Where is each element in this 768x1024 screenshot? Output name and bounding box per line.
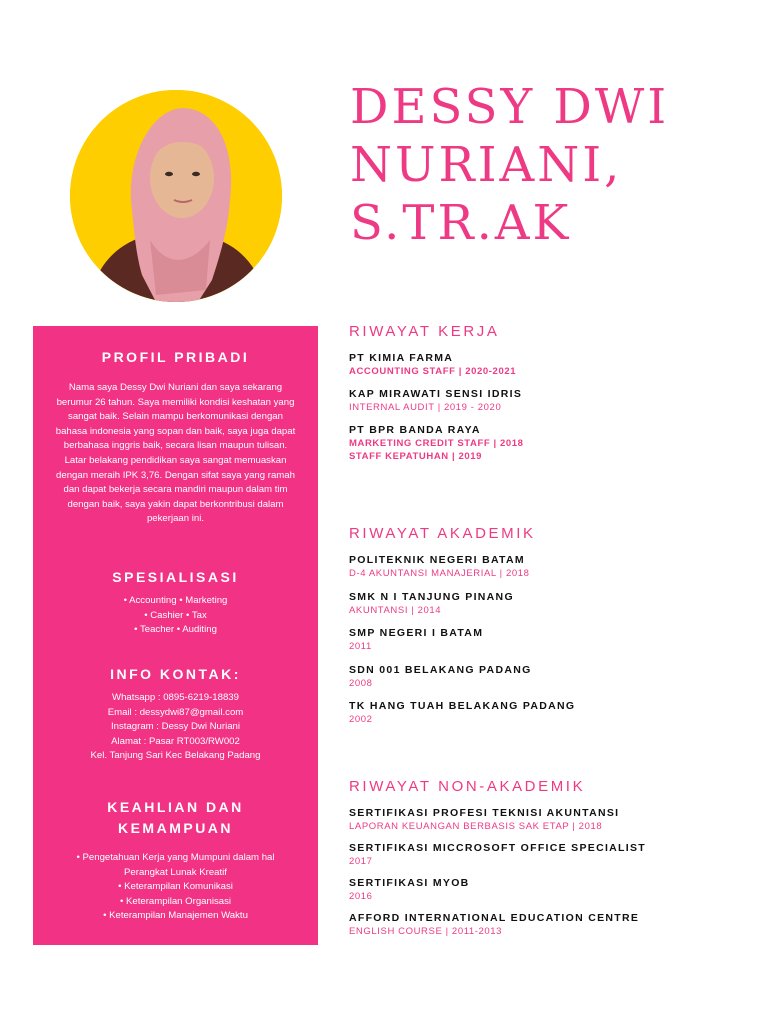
school-detail: D-4 AKUNTANSI MANAJERIAL | 2018 xyxy=(349,568,530,579)
company-name: PT KIMIA FARMA xyxy=(349,352,454,364)
email-line: Email : dessydwi87@gmail.com xyxy=(107,706,244,718)
spesialisasi-title: SPESIALISASI xyxy=(112,569,239,585)
list-item: Perangkat Lunak Kreatif xyxy=(124,866,227,878)
kontak-title: INFO KONTAK: xyxy=(110,666,241,682)
profile-photo-illustration xyxy=(70,90,282,302)
certificate-name: SERTIFIKASI MICCROSOFT OFFICE SPECIALIST xyxy=(349,842,647,854)
certificate-detail: 2017 xyxy=(349,856,373,867)
list-item xyxy=(349,841,749,868)
list-item xyxy=(349,911,749,938)
list-item xyxy=(349,663,749,690)
riwayat-kerja-section xyxy=(349,322,749,472)
address-line: Alamat : Pasar RT003/RW002 xyxy=(111,735,240,747)
riwayat-non-akademik-section xyxy=(349,777,749,946)
list-item xyxy=(349,423,749,463)
certificate-detail: ENGLISH COURSE | 2011-2013 xyxy=(349,926,503,937)
address-line-2: Kel. Tanjung Sari Kec Belakang Padang xyxy=(90,750,261,762)
school-name: SMK N I TANJUNG PINANG xyxy=(349,590,514,603)
certificate-name: SERTIFIKASI MYOB xyxy=(349,877,470,889)
school-detail: 2002 xyxy=(349,714,373,725)
riwayat-non-akademik-title: RIWAYAT NON-AKADEMIK xyxy=(349,778,586,795)
list-item: • Accounting • Marketing xyxy=(123,595,228,606)
name-line-3: S.TR.AK xyxy=(350,195,572,251)
job-role: ACCOUNTING STAFF | 2020-2021 xyxy=(349,366,517,377)
kontak-list xyxy=(45,691,306,764)
company-name: KAP MIRAWATI SENSI IDRIS xyxy=(349,388,523,400)
certificate-name: SERTIFIKASI PROFESI TEKNISI AKUNTANSI xyxy=(349,807,620,819)
list-item xyxy=(349,626,749,653)
list-item xyxy=(349,590,749,617)
left-info-panel xyxy=(33,326,318,945)
list-item: • Teacher • Auditing xyxy=(134,624,217,636)
job-role: STAFF KEPATUHAN | 2019 xyxy=(349,451,483,462)
keahlian-title xyxy=(45,797,306,839)
list-item xyxy=(349,387,749,414)
list-item xyxy=(349,876,749,903)
list-item: • Keterampilan Organisasi xyxy=(119,895,232,907)
kontak-section xyxy=(45,664,306,764)
keahlian-title-line-1: KEAHLIAN DAN xyxy=(107,799,244,815)
whatsapp-line: Whatsapp : 0895-6219-18839 xyxy=(112,692,239,703)
certificate-detail: 2016 xyxy=(349,891,373,902)
certificate-name: AFFORD INTERNATIONAL EDUCATION CENTRE xyxy=(349,912,640,924)
spesialisasi-list xyxy=(45,594,306,638)
school-name: SDN 001 BELAKANG PADANG xyxy=(349,663,532,676)
school-detail: 2008 xyxy=(349,677,373,689)
instagram-line: Instagram : Dessy Dwi Nuriani xyxy=(110,721,241,733)
job-role: MARKETING CREDIT STAFF | 2018 xyxy=(349,438,524,449)
keahlian-title-line-2: KEMAMPUAN xyxy=(117,820,234,836)
school-name: POLITEKNIK NEGERI BATAM xyxy=(349,554,525,566)
company-name: PT BPR BANDA RAYA xyxy=(349,424,481,436)
riwayat-akademik-section xyxy=(349,524,749,736)
list-item xyxy=(349,699,749,726)
school-name: TK HANG TUAH BELAKANG PADANG xyxy=(349,700,576,712)
riwayat-akademik-title: RIWAYAT AKADEMIK xyxy=(349,525,536,542)
certificate-detail: LAPORAN KEUANGAN BERBASIS SAK ETAP | 2018 xyxy=(349,821,603,832)
list-item xyxy=(349,351,749,378)
school-detail: 2011 xyxy=(349,641,372,652)
name-line-1: DESSY DWI xyxy=(350,79,670,135)
list-item: • Cashier • Tax xyxy=(144,609,207,621)
keahlian-section xyxy=(45,797,306,924)
list-item xyxy=(349,806,749,833)
school-name: SMP NEGERI I BATAM xyxy=(349,627,484,639)
person-name xyxy=(350,78,750,252)
keahlian-list xyxy=(45,851,306,924)
list-item: • Keterampilan Manajemen Waktu xyxy=(103,910,248,922)
spesialisasi-section xyxy=(45,567,306,638)
list-item xyxy=(349,553,749,580)
name-line-2: NURIANI, xyxy=(350,137,623,193)
job-role: INTERNAL AUDIT | 2019 - 2020 xyxy=(349,402,502,413)
profil-section xyxy=(53,347,298,527)
list-item: • Keterampilan Komunikasi xyxy=(118,881,233,893)
profil-title: PROFIL PRIBADI xyxy=(101,349,250,365)
school-detail: AKUNTANSI | 2014 xyxy=(349,604,442,616)
riwayat-kerja-title: RIWAYAT KERJA xyxy=(349,323,500,340)
profile-photo xyxy=(70,90,282,302)
list-item: • Pengetahuan Kerja yang Mumpuni dalam hal xyxy=(76,852,275,863)
profil-text: Nama saya Dessy Dwi Nuriani dan saya sekarang berumur 26 tahun. Saya memiliki kondisi keshatan yang sangat baik. Selain mampu berkomunikasi dengan bahasa indonesia yang sopan dan baik, saya juga dapat berbahasa inggris baik, secara lisan maupun tulisan. Latar belakang pendidikan saya sangat memuaskan dengan meraih IPK 3,76. Dengan sifat saya yang ramah dan dapat bekerja secara mandiri maupun dalam tim dengan baik, saya yakin dapat berkontribusi dalam pekerjaan ini. xyxy=(55,382,296,525)
